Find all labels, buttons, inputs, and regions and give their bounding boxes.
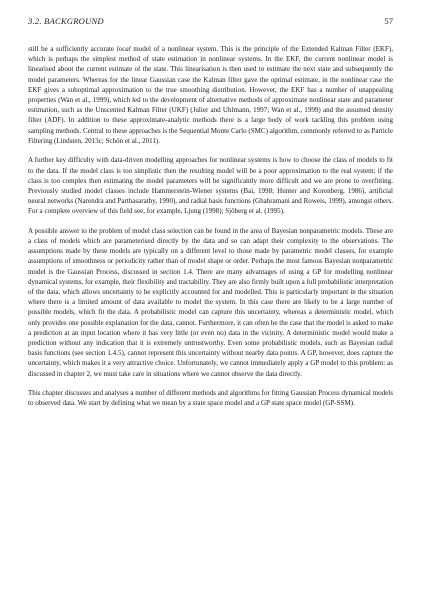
paragraph: This chapter discusses and analyses a number of different methods and algorithms for fitting Gaussian Process dynamical models to observed data. We start by defining what we mean by a state space model and a GP state space model (GP-SSM).: [28, 389, 393, 408]
paragraph-segment: still be a sufficiently accurate: [28, 45, 117, 53]
running-header: [28, 14, 393, 28]
page-number: 57: [384, 16, 393, 26]
emphasis-local: local: [116, 45, 131, 53]
paragraph-segment: model of a nonlinear system. This is the principle of the Extended Kalman Filter (EKF), which is perhaps the simplest method of state estimation in nonlinear systems. In the EKF, the current nonlinear model is linearised about the current estimate of the state. This linearisation is then used to estimate the next state and subsequently the model parameters. Whereas for the linear Gaussian case the Kalman filter gave the optimal estimate, in the nonlinear case the EKF gives a suboptimal approximation to the true smoothing distribution. However, the EKF has a number of unappealing properties (Wan et al., 1999), which led to the development of alternative methods of approximate nonlinear state and parameter estimation, such as the Unscented Kalman Filter (UKF) (Julier and Uhlmann, 1997; Wan et al., 1999) and the assumed density filter (ADF). In addition to these approximate-analytic methods there is a large body of work tackling this problem using sampling methods. Central to these approaches is the Sequential Monte Carlo (SMC) algorithm, commonly referred to as Particle Filtering (Lindsten, 2013c; Schön et al., 2011).: [28, 45, 393, 145]
paragraph: A possible answer to the problem of model class selection can be found in the area of Bayesian nonparametric models. These are a class of models which are parameterised directly by the data and so can adapt their complexity to the observations. The assumptions made by these models are typically on a different level to those made by parametric model classes, for example assumptions of smoothness or periodicity rather than of model shape or order. Perhaps the most famous Bayesian nonparametric model is the Gaussian Process, discussed in section 1.4. There are many advantages of using a GP for modelling nonlinear dynamical systems, for example, their flexibility and tractability. They are also firmly built upon a full probabilistic interpretation of the data, which allows uncertainty to be explicitly accounted for and modelled. This is particularly important in the situation where there is a limited amount of data available to model the system. In this case there are likely to be a large number of possible models, which fit the data. A probabilistic model can capture this uncertainty, whereas a deterministic model, which only provides one possible explanation for the data, cannot. Furthermore, it can often be the case that the model is asked to make a prediction at an input location where it has very little (or even no) data in the vicinity. A deterministic model would make a prediction without any indication that it is extremely untrustworthy. Even some probabilistic models, such as Bayesian radial basis functions (see section 1.4.5), cannot represent this uncertainty without nearby data points. A GP, however, does capture the uncertainty, which makes it a very attractive choice. Unfortunately, we cannot immediately apply a GP model to this problem: as discussed in chapter 2, we must take care in situations where we cannot observe the data directly.: [28, 226, 393, 378]
section-heading: 3.2. BACKGROUND: [28, 16, 104, 26]
paragraph: [28, 44, 393, 146]
paragraph: A further key difficulty with data-driven modelling approaches for nonlinear systems is how to choose the class of models to fit to the data. If the model class is too simplistic then the resulting model will be a poor approximation to the real system; if the class is too complex then estimating the model parameters will be significantly more difficult and we are prone to overfitting. Previously studied model classes include Hammerstein-Wiener systems (Bai, 1998; Hunter and Korenberg, 1986), artificial neural networks (Narendra and Parthasarathy, 1990), and radial basis functions (Ghahramani and Roweis, 1999), amongst others. For a complete overview of this field see, for example, Ljung (1998); Sjöberg et al. (1995).: [28, 156, 393, 216]
body-text: [28, 44, 393, 409]
